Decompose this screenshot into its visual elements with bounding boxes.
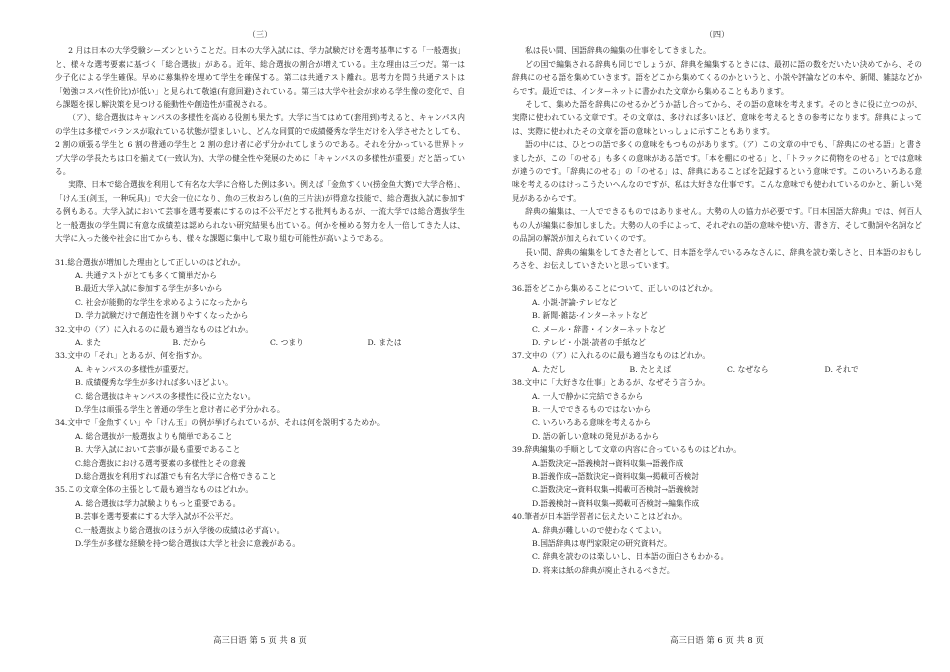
option-b: B. だから: [172, 337, 207, 347]
passage-paragraph: 辞典の編集は、一人でできるものではありません。大勢の人の協力が必要です。『日本国語大辞典』では、何百人もの人が編集に参加しました。大勢の人の手によって、それぞれの語の意味や使い方、書き方、そして動詞や名詞などの品詞の解説が加えられていくのです。: [512, 207, 922, 244]
option-a: A. キャンパスの多様性が重要だ。: [75, 364, 194, 374]
option-c: C. 辞典を読むのは楽しいし、日本語の面白さもわかる。: [532, 552, 729, 562]
passage-paragraph: 長い間、辞典の編集をしてきた者として、日本語を学んでいるみなさんに、辞典を読む楽しさと、日本語のおもしろさを、お伝えしていきたいと思っています。: [512, 247, 922, 270]
option-a: A. ただし: [532, 364, 566, 374]
option-b: B. 大学入試において芸事が最も重要であること: [75, 445, 241, 455]
question-35: 35.この文章全体の主張として最も適当なものはどれか。: [55, 485, 254, 495]
option-d: D.語義検討→資料収集→掲載可否検討→編集作成: [532, 498, 700, 508]
option-b: B. 成績優秀な学生が多ければ多いほどよい。: [75, 378, 233, 388]
page-right: [512, 28, 922, 577]
passage-paragraph: 語の中には、ひとつの語で多くの意味をもつものがあります。（ア）この文章の中でも、「辞典にのせる語」と書きましたが、この「のせる」も多くの意味がある語です。「本を棚にのせる」と、「トラックに荷物をのせる」とでは意味が違うのです。「辞典にのせる」の「のせる」は、辞典にあることばを記録するという意味です。このいろいろある意味を考えるのはけっこうたいへんなのですが、私は大好きな仕事です。こんな意味でも使われているのかと、新しい発見があるからです。: [512, 140, 922, 203]
question-34: 34.文中で「金魚すくい」や「けん玉」の例が挙げられているが、それは何を説明するためか。: [55, 418, 385, 428]
option-d: D.総合選抜を利用すれば誰でも有名大学に合格できること: [75, 472, 277, 481]
option-d: D.学生は頑張る学生と普通の学生と怠け者に必ず分かれる。: [75, 404, 285, 414]
question-list: [512, 282, 922, 577]
option-d: D. 学力試験だけで創造性を測りやすくなったから: [75, 311, 249, 321]
option-b: B.国語辞典は専門家限定の研究資料だ。: [532, 539, 672, 549]
question-list: [55, 256, 465, 551]
option-c: C. つまり: [270, 337, 304, 347]
option-b: B. 一人でできるものではないから: [532, 404, 652, 414]
question-33: 33.文中の「それ」とあるが、何を指すか。: [55, 351, 207, 361]
question-38: 38.文中に「大好きな仕事」とあるが、なぜそう言うか。: [512, 378, 711, 388]
passage-paragraph: どの国で編集される辞典も同じでしょうが、辞典を編集するときには、最初に語の数をだいたい決めてから、その辞典にのせる語を集めていきます。語をどこから集めてくるのかというと、小説や評論などの本や、新聞、雑誌などからです。最近では、インターネットに書かれた文章から集めることもあります。: [512, 59, 922, 96]
option-c: C. 総合選抜はキャンパスの多様性に役に立たない。: [75, 391, 256, 401]
option-a: A. 共通テストがとても多くて簡単だから: [75, 270, 217, 280]
passage-paragraph: 私は長い間、国語辞典の編集の仕事をしてきました。: [525, 46, 711, 56]
question-40: 40.筆者が日本語学習者に伝えたいことはどれか。: [512, 512, 687, 522]
option-a: A. 総合選抜は学力試験よりもっと重要である。: [75, 498, 241, 508]
option-d: D.学生が多様な経験を持つ総合選抜は大学と社会に意義がある。: [75, 539, 301, 549]
option-d: D. それで: [824, 364, 859, 374]
option-a: A. 小説·評論·テレビなど: [532, 297, 618, 307]
option-b: B.芸事を選考要素にする大学入試が不公平だ。: [75, 512, 238, 522]
page-footer: 高三日语 第 6 页 共 8 页: [670, 635, 764, 645]
passage-paragraph: （ア）、総合選抜はキャンパスの多様性を高める役割も果たす。大学に当てはめて(套用到)考えると、キャンパス内の学生は多様でバランスが取れている状態が望ましいし、どんな同質的で成績優秀な学生だけを入学させたとしても、2 割の頑張る学生と 6 割の普通の学生と 2 割の怠け者に必ず分かれてしまうのである。それを分かっている世界トップ大学の学長たちは口を揃えて(一致认为)、大学の健全性や発展のために「キャンパスの多様性が重要」だと語っている。: [55, 113, 465, 177]
option-d: D. または: [367, 337, 402, 347]
option-c: C.総合選抜における選考要素の多様性とその意義: [75, 458, 246, 468]
option-b: B.語義作成→語数決定→資料収集→掲載可否検討: [532, 472, 699, 481]
option-a: A. 辞典が難しいので使わなくてよい。: [532, 525, 667, 535]
question-37: 37.文中の（ア）に入れるのに最も適当なものはどれか。: [512, 351, 711, 361]
reading-passage: [512, 44, 922, 272]
option-row: [532, 363, 922, 376]
option-a: A. また: [75, 337, 102, 347]
section-title: （三）: [247, 29, 273, 39]
option-c: C. 社会が能動的な学生を求めるようになったから: [75, 297, 249, 307]
option-c: C. いろいろある意味を考えるから: [532, 418, 651, 428]
option-a: A. 総合選抜が一般選抜よりも簡単であること: [75, 431, 233, 441]
option-a: A.語数決定→語義検討→資料収集→語義作成: [532, 458, 684, 468]
question-36: 36.語をどこから集めることについて、正しいのはどれか。: [512, 284, 718, 294]
option-d: D. 語の新しい意味の発見があるから: [532, 431, 659, 441]
page-footer: 高三日语 第 5 页 共 8 页: [213, 635, 307, 645]
section-title: （四）: [704, 29, 730, 39]
question-39: 39.辞典編集の手順として文章の内容に合っているものはどれか。: [512, 445, 742, 455]
page-left: [55, 28, 465, 550]
option-c: C.語数決定→資料収集→掲載可否検討→語義検討: [532, 485, 699, 495]
option-d: D. テレビ・小説·読者の手紙など: [532, 337, 646, 347]
passage-paragraph: 実際、日本で総合選抜を利用して有名な大学に合格した例は多い。例えば「金魚すくい(捞金鱼大赛)で大学合格」、「けん玉(剑玉，一种玩具)」で大会一位になり、魚の三枚おろし(鱼的三片法)が得意な技能で、総合選抜入試に参加する例もある。大学入試において芸事を選考要素にするのは不公平だとする批判もあるが、一流大学では総合選抜学生と一般選抜の学生間に有意な成績差は認められない研究結果も出ている。何かを極める努力を人一倍してきた人は、大学に入った後や社会に出てからも、様々な課題に集中して取り組む可能性が高いようである。: [55, 180, 465, 244]
option-b: B.最近大学入試に参加する学生が多いから: [75, 284, 223, 294]
reading-passage: [55, 44, 465, 245]
option-c: C. メール・辞書・インターネットなど: [532, 324, 666, 334]
option-b: B. 新聞·雑誌·インターネットなど: [532, 311, 648, 321]
option-a: A. 一人で静かに完結できるから: [532, 391, 644, 401]
question-31: 31.総合選抜が増加した理由として正しいのはどれか。: [55, 257, 246, 267]
option-c: C. なぜなら: [727, 364, 769, 374]
option-d: D. 将来は紙の辞典が廃止されるべきだ。: [532, 565, 675, 575]
passage-paragraph: そして、集めた語を辞典にのせるかどうか話し合ってから、その語の意味を考えます。そのときに役に立つのが、実際に使われている文章です。その文章は、多ければ多いほど、意味を考えるときの参考になります。辞典によっては、実際に使われたその文章を語の意味といっしょに示すこともあります。: [512, 100, 922, 136]
passage-paragraph: 2 月は日本の大学受験シーズンということだ。日本の大学入試には、学力試験だけを選考基準にする「一般選抜」と、様々な選考要素に基づく「総合選抜」がある。近年、総合選抜の割合が増えている。主な理由は三つだ。第一は少子化による学生確保。早めに募集枠を埋めて学生を確保する。第二は共通テスト離れ。思考力を問う共通テストは「勉強コスパ(性价比)が低い」と見られて敬遠(有意回避)されている。第三は大学や社会が求める学生像の変化で、自ら課題を探し解決策を見つける能動性や創造性が重視される。: [55, 46, 465, 110]
option-c: C.一般選抜より総合選抜のほうが入学後の成績は必ず高い。: [75, 525, 285, 535]
question-32: 32.文中の（ア）に入れるのに最も適当なものはどれか。: [55, 324, 254, 334]
option-row: [75, 336, 465, 349]
option-b: B. たとえば: [629, 364, 672, 374]
